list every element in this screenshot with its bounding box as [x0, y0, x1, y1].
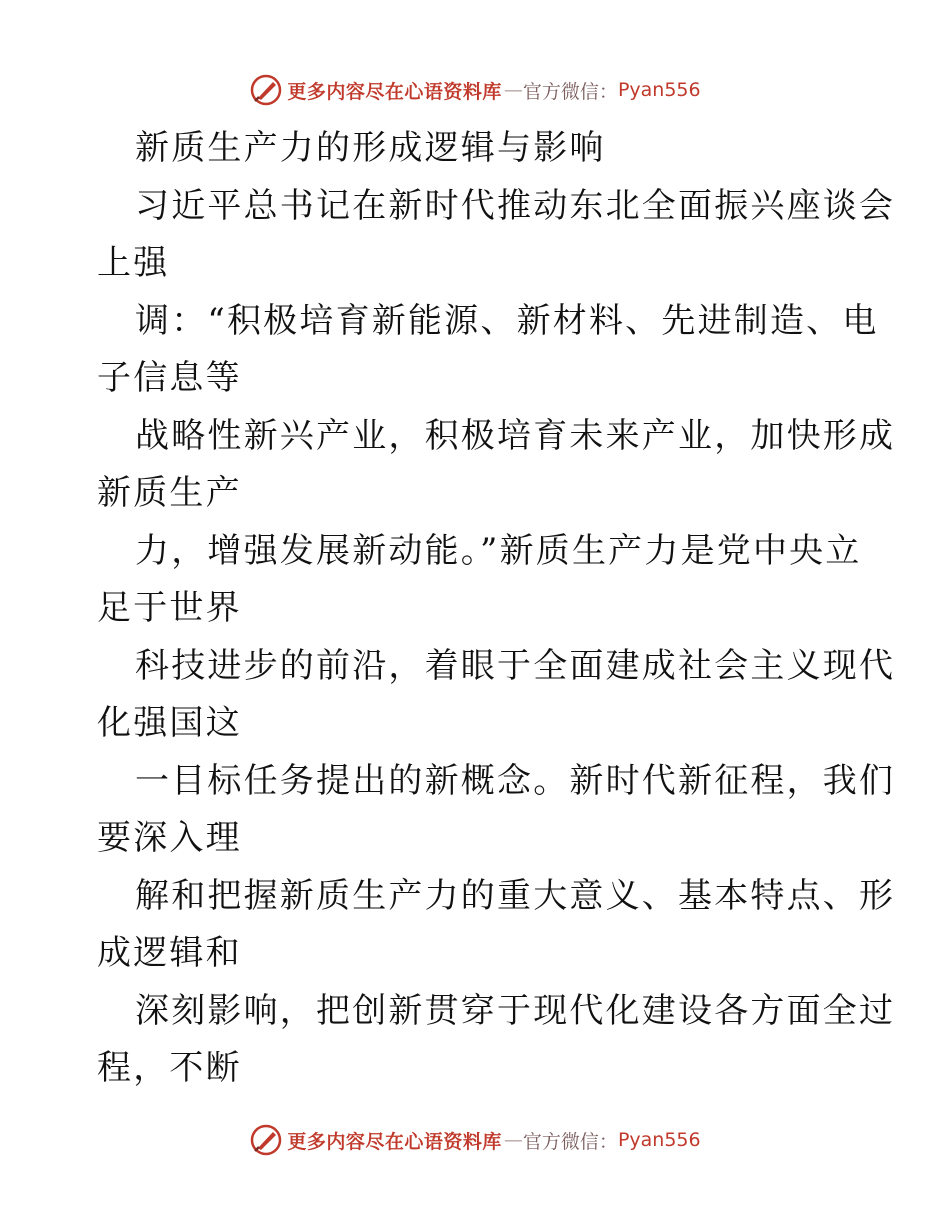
text-line: 子信息等 — [97, 358, 242, 398]
quill-logo-icon — [249, 73, 283, 107]
text-line: 新质生产 — [97, 473, 242, 513]
footer-official-label: 官方微信： — [522, 1130, 618, 1153]
text-line: 足于世界 — [97, 588, 242, 628]
header-banner — [0, 68, 950, 112]
quill-logo-icon — [249, 1123, 283, 1157]
header-dash: — — [503, 79, 521, 101]
header-wechat-id: Pyan556 — [617, 79, 701, 101]
text-line: 要深入理 — [97, 818, 242, 858]
header-official-label: 官方微信： — [522, 80, 618, 103]
text-line: 深刻影响，把创新贯穿于现代化建设各方面全过 — [135, 990, 896, 1031]
footer-wechat-id: Pyan556 — [617, 1129, 701, 1151]
text-line: 程，不断 — [97, 1048, 242, 1088]
text-line: 解和把握新质生产力的重大意义、基本特点、形 — [135, 875, 896, 916]
text-line: 上强 — [97, 243, 170, 283]
text-line: 化强国这 — [97, 703, 242, 743]
header-library-text: 更多内容尽在心语资料库 — [287, 80, 502, 103]
footer-dash: — — [503, 1129, 521, 1151]
footer-banner — [0, 1118, 950, 1162]
text-line: 调：“积极培育新能源、新材料、先进制造、电 — [135, 300, 879, 341]
text-line: 成逻辑和 — [97, 933, 242, 973]
document-body — [97, 120, 896, 1098]
text-line: 科技进步的前沿，着眼于全面建成社会主义现代 — [135, 645, 896, 686]
text-line: 力，增强发展新动能。”新质生产力是党中央立 — [135, 530, 862, 571]
text-line: 习近平总书记在新时代推动东北全面振兴座谈会 — [135, 185, 896, 226]
document-title: 新质生产力的形成逻辑与影响 — [135, 128, 606, 168]
text-line: 一目标任务提出的新概念。新时代新征程，我们 — [135, 760, 896, 801]
text-line: 战略性新兴产业，积极培育未来产业，加快形成 — [135, 415, 896, 456]
footer-library-text: 更多内容尽在心语资料库 — [287, 1130, 502, 1153]
